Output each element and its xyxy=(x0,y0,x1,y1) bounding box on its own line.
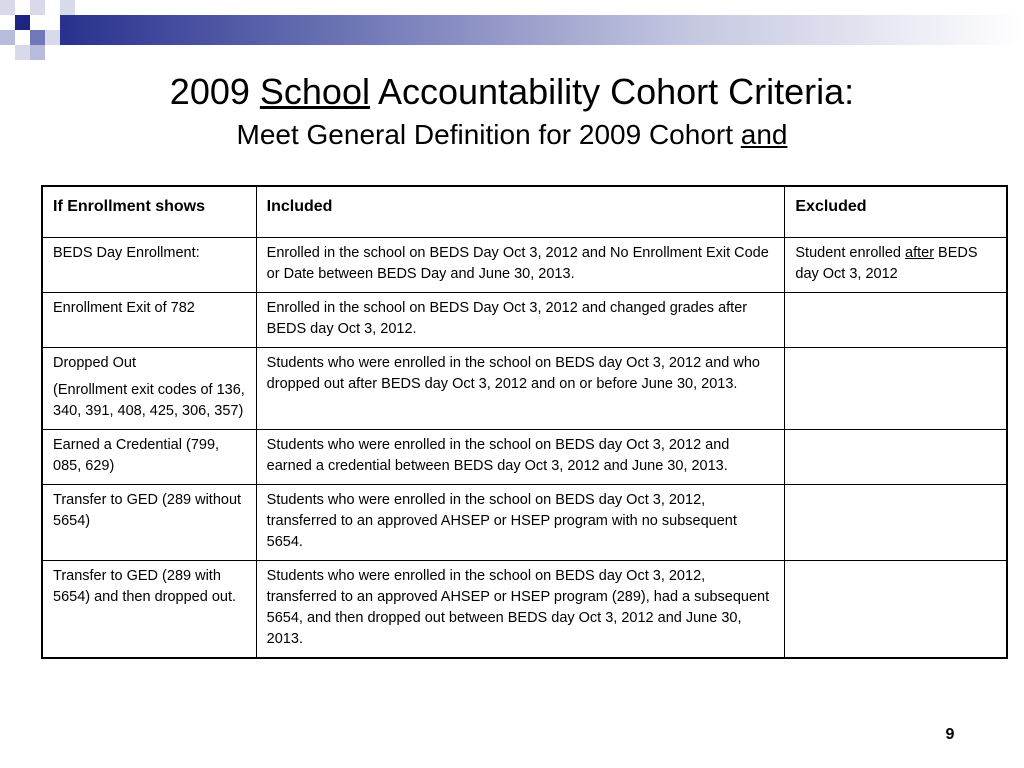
cell-excluded xyxy=(785,430,1007,485)
slide-subtitle xyxy=(0,116,1024,154)
decor-square xyxy=(30,30,45,45)
decor-square xyxy=(30,45,45,60)
table-row xyxy=(42,238,1007,293)
cell-enrollment-shows xyxy=(42,238,256,293)
decor-square xyxy=(45,15,60,30)
cell-enrollment-shows xyxy=(42,561,256,659)
subtitle-underlined-word: and xyxy=(740,119,788,150)
excluded-suffix: BEDS day Oct 3, 2012 xyxy=(795,245,978,282)
title-prefix: 2009 xyxy=(169,71,260,112)
enrollment-shows-text: Dropped Out xyxy=(53,355,137,371)
cell-excluded xyxy=(785,293,1007,348)
table-row xyxy=(42,485,1007,561)
page-number: 9 xyxy=(945,726,955,743)
enrollment-shows-text: BEDS Day Enrollment: xyxy=(53,245,200,261)
decor-square xyxy=(30,0,45,15)
decor-square xyxy=(15,15,30,30)
cell-included: Students who were enrolled in the school on BEDS day Oct 3, 2012 and earned a credential between BEDS day Oct 3, 2012 and June 30, 2013. xyxy=(256,430,785,485)
subtitle-prefix: Meet General Definition for 2009 Cohort xyxy=(236,119,741,150)
table-row xyxy=(42,561,1007,659)
cell-enrollment-shows xyxy=(42,293,256,348)
cell-enrollment-shows xyxy=(42,348,256,430)
title-underlined-word: School xyxy=(259,71,370,112)
cell-included: Students who were enrolled in the school on BEDS day Oct 3, 2012, transferred to an approved AHSEP or HSEP program with no subsequent 5654. xyxy=(256,485,785,561)
decor-square xyxy=(0,0,15,15)
cell-enrollment-shows xyxy=(42,485,256,561)
cell-excluded xyxy=(785,561,1007,659)
table-row xyxy=(42,348,1007,430)
decor-square xyxy=(60,0,75,15)
header-excluded: Excluded xyxy=(785,186,1007,238)
header-included: Included xyxy=(256,186,785,238)
decor-square xyxy=(0,30,15,45)
cell-enrollment-shows xyxy=(42,430,256,485)
cell-included: Enrolled in the school on BEDS Day Oct 3, 2012 and No Enrollment Exit Code or Date between BEDS Day and June 30, 2013. xyxy=(256,238,785,293)
enrollment-shows-detail: (Enrollment exit codes of 136, 340, 391, 408, 425, 306, 357) xyxy=(53,382,245,419)
title-suffix: Accountability Cohort Criteria: xyxy=(369,71,855,112)
excluded-prefix: Student enrolled xyxy=(795,245,906,261)
table-row xyxy=(42,293,1007,348)
cell-excluded xyxy=(785,485,1007,561)
decor-square xyxy=(15,45,30,60)
table-row xyxy=(42,430,1007,485)
enrollment-shows-text: Transfer to GED (289 without 5654) xyxy=(53,492,242,529)
table-header-row xyxy=(42,186,1007,238)
criteria-table xyxy=(41,185,1008,659)
header-if-enrollment-shows: If Enrollment shows xyxy=(42,186,256,238)
header-gradient-band xyxy=(50,15,1024,45)
slide-title xyxy=(0,70,1024,114)
cell-excluded xyxy=(785,238,1007,293)
enrollment-shows-text: Enrollment Exit of 782 xyxy=(53,300,195,316)
enrollment-shows-text: Transfer to GED (289 with 5654) and then dropped out. xyxy=(53,568,237,605)
cell-included: Students who were enrolled in the school on BEDS day Oct 3, 2012, transferred to an approved AHSEP or HSEP program (289), had a subsequent 5654, and then dropped out between BEDS day Oct 3, 2012 and June 30, 2013. xyxy=(256,561,785,659)
cell-included: Students who were enrolled in the school on BEDS day Oct 3, 2012 and who dropped out after BEDS day Oct 3, 2012 and on or before June 30, 2013. xyxy=(256,348,785,430)
enrollment-shows-text: Earned a Credential (799, 085, 629) xyxy=(53,437,220,474)
cell-included: Enrolled in the school on BEDS Day Oct 3, 2012 and changed grades after BEDS day Oct 3, 2012. xyxy=(256,293,785,348)
excluded-underlined-word: after xyxy=(905,245,935,261)
decor-square xyxy=(45,30,60,45)
cell-excluded xyxy=(785,348,1007,430)
